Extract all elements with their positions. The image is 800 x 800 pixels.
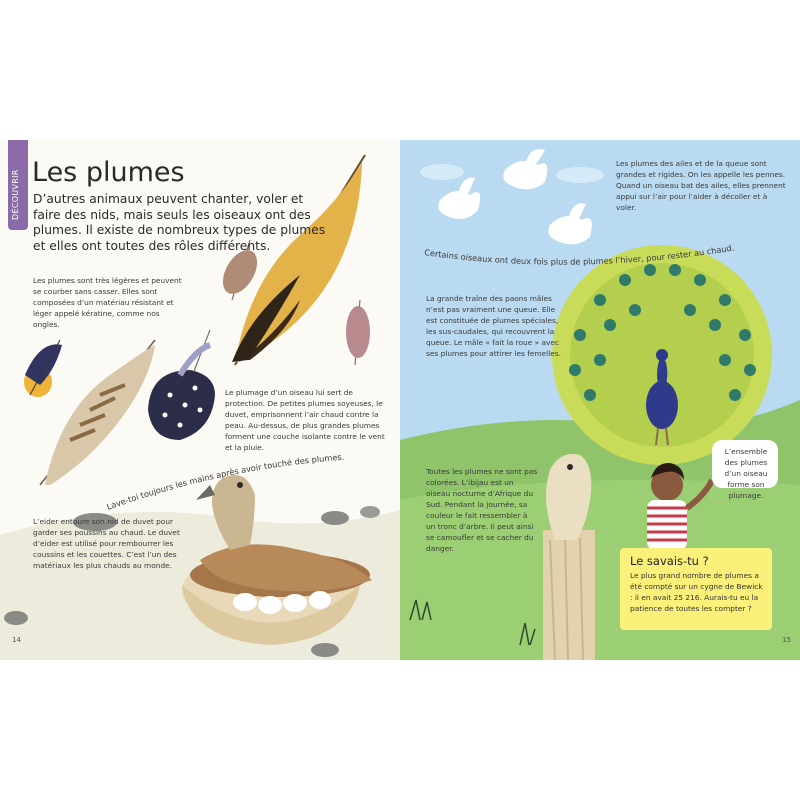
paragraph-wing-feathers: Les plumes des ailes et de la queue sont grandes et rigides. On les appelle les pennes. Quand un oiseau bat des ailes, elles prennent appui sur l’air pour l’aider à décoller et à voler. <box>616 159 786 212</box>
did-you-know-title: Le savais-tu ? <box>630 554 709 568</box>
speech-bubble <box>712 440 778 500</box>
section-tab-label: DÉCOUVRIR <box>11 169 20 220</box>
page-number-right: 15 <box>782 636 791 644</box>
did-you-know-text: Le plus grand nombre de plumes a été compté sur un cygne de Bewick : il en avait 25 216. Aurais-tu eu la patience de toutes les compter ? <box>630 571 763 613</box>
curved-note-wash-hands <box>0 140 400 660</box>
left-page <box>0 140 400 660</box>
speech-bubble-text: L’ensemble des plumes d’un oiseau forme son plumage. <box>724 447 768 500</box>
paragraph-down-feathers: Le plumage d’un oiseau lui sert de protection. De petites plumes soyeuses, le duvet, emprisonnent l’air chaud contre la peau. Au-dessus, de plus grandes plumes forment une couche isolante contre le vent et la pluie. <box>225 388 385 452</box>
did-you-know-box <box>620 548 772 630</box>
curved-note-text: Lave-toi toujours les mains après avoir touché des plumes. <box>105 451 345 512</box>
paragraph-eider: L’eider entoure son nid de duvet pour garder ses poussins au chaud. Le duvet d’eider est utilisé pour rembourrer les coussins et les couettes. C’est l’un des matériaux les plus chauds au monde. <box>33 517 180 570</box>
page-title: Les plumes <box>32 157 185 188</box>
page-number-left: 14 <box>12 636 21 644</box>
paragraph-ibijau: Toutes les plumes ne sont pas colorées. L’ibijau est un oiseau nocturne d’Afrique du Sud. Pendant la journée, sa couleur le fait ressembler à un tronc d’arbre. Il peut ainsi se camoufler et se cacher du danger. <box>426 467 538 553</box>
paragraph-peacock: La grande traîne des paons mâles n’est pas vraiment une queue. Elle est constituée de plumes spéciales, les sus-caudales, qui recouvrent la queue. Le mâle « fait la roue » avec ses plumes pour attirer les femelles. <box>426 294 561 358</box>
paragraph-light-feathers: Les plumes sont très légères et peuvent se courber sans casser. Elles sont composées d’un matériau résistant et léger appelé kératine, comme nos ongles. <box>33 276 182 329</box>
curved-note-text: Certains oiseaux ont deux fois plus de plumes l’hiver, pour rester au chaud. <box>423 242 735 267</box>
intro-paragraph: D’autres animaux peuvent chanter, voler et faire des nids, mais seuls les oiseaux ont des plumes. Il existe de nombreux types de plumes et elles ont toutes des rôles différents. <box>33 192 326 253</box>
